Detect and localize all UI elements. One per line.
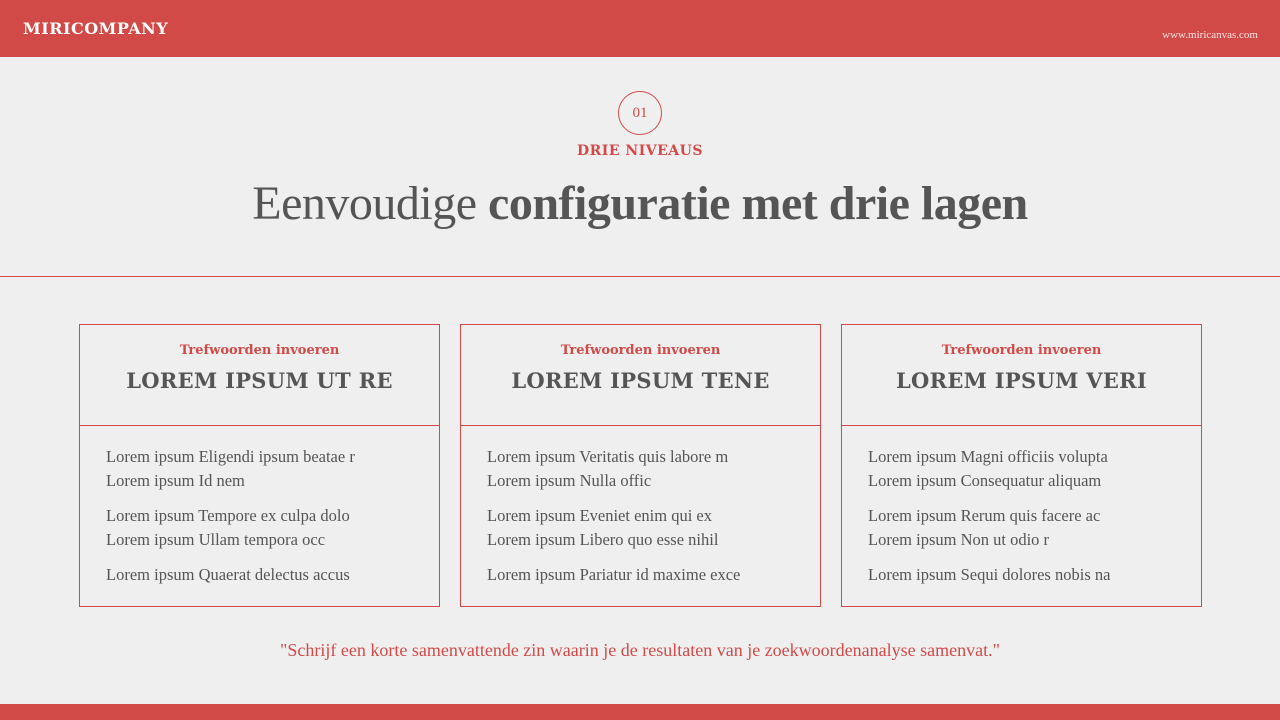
list-item: [868, 445, 1191, 493]
list-item: [487, 504, 810, 552]
summary-quote: "Schrijf een korte samenvattende zin waarin je de resultaten van je zoekwoordenanalyse samenvat.": [280, 640, 1000, 660]
card-kicker: Trefwoorden invoeren: [560, 343, 721, 358]
card-title: LOREM IPSUM VERI: [895, 368, 1148, 393]
item-line: Lorem ipsum Id nem: [106, 471, 245, 490]
site-url[interactable]: www.miricanvas.com: [1162, 29, 1258, 41]
card-kicker: Trefwoorden invoeren: [179, 343, 340, 358]
list-item: [106, 563, 429, 587]
card-body: [842, 426, 1201, 587]
item-line: Lorem ipsum Rerum quis facere ac: [868, 506, 1101, 525]
card-1: [79, 324, 440, 607]
card-body: [461, 426, 820, 587]
card-header: [461, 325, 820, 426]
card-title: LOREM IPSUM TENE: [511, 368, 770, 393]
list-item: [868, 504, 1191, 552]
item-line: Lorem ipsum Eveniet enim qui ex: [487, 506, 712, 525]
section-number-badge: [618, 91, 662, 135]
divider: [0, 276, 1280, 277]
item-line: Lorem ipsum Veritatis quis labore m: [487, 447, 729, 466]
card-3: [841, 324, 1202, 607]
item-line: Lorem ipsum Pariatur id maxime exce: [487, 565, 741, 584]
card-body: [80, 426, 439, 587]
top-bar: [0, 0, 1280, 57]
item-line: Lorem ipsum Tempore ex culpa dolo: [106, 506, 350, 525]
card-header: [80, 325, 439, 426]
list-item: [868, 563, 1191, 587]
list-item: [106, 445, 429, 493]
item-line: Lorem ipsum Magni officiis volupta: [868, 447, 1108, 466]
card-2: [460, 324, 821, 607]
list-item: [487, 445, 810, 493]
list-item: [487, 563, 810, 587]
section-number: 01: [632, 104, 648, 121]
item-line: Lorem ipsum Non ut odio r: [868, 530, 1050, 549]
brand-name: MIRICOMPANY: [23, 19, 169, 38]
section-kicker: DRIE NIVEAUS: [577, 143, 703, 159]
card-header: [842, 325, 1201, 426]
item-line: Lorem ipsum Ullam tempora occ: [106, 530, 326, 549]
item-line: Lorem ipsum Libero quo esse nihil: [487, 530, 719, 549]
item-line: Lorem ipsum Nulla offic: [487, 471, 652, 490]
card-kicker: Trefwoorden invoeren: [941, 343, 1102, 358]
page-title: [0, 176, 1280, 231]
card-title: LOREM IPSUM UT RE: [126, 368, 393, 393]
item-line: Lorem ipsum Sequi dolores nobis na: [868, 565, 1111, 584]
item-line: Lorem ipsum Eligendi ipsum beatae r: [106, 447, 355, 466]
bottom-bar: [0, 704, 1280, 720]
list-item: [106, 504, 429, 552]
title-light: Eenvoudige: [252, 177, 489, 230]
item-line: Lorem ipsum Quaerat delectus accus: [106, 565, 350, 584]
title-bold: configuratie met drie lagen: [488, 177, 1028, 230]
item-line: Lorem ipsum Consequatur aliquam: [868, 471, 1102, 490]
